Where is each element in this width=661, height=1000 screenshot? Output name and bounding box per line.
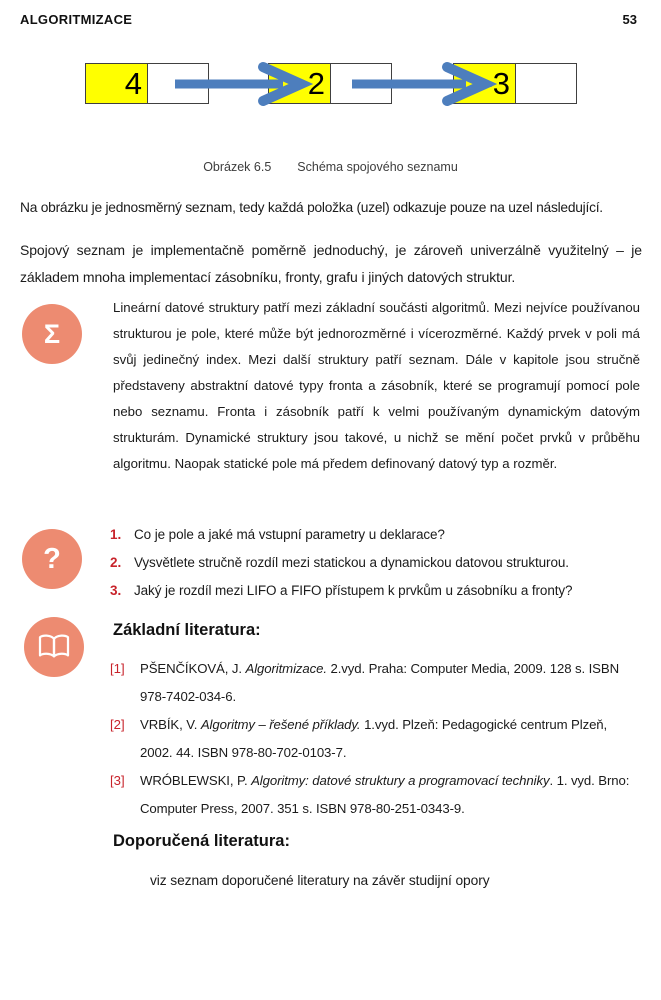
- questions-icon: [22, 529, 82, 589]
- reference-text: WRÓBLEWSKI, P. Algoritmy: datové struktury a programovací techniky. 1. vyd. Brno: Computer Press, 2007. 351 s. ISBN 978-80-251-0343-9.: [140, 773, 630, 816]
- reference-number: [2]: [110, 717, 125, 732]
- literature-book-icon: [24, 617, 84, 677]
- reference-list: [110, 655, 642, 823]
- document-title: ALGORITMIZACE: [20, 12, 133, 27]
- recommended-literature-note: viz seznam doporučené literatury na závěr studijní opory: [150, 873, 490, 888]
- open-book-icon: [37, 633, 71, 661]
- node-value-cell: 4: [85, 63, 147, 104]
- figure-caption-text: Schéma spojového seznamu: [297, 160, 458, 174]
- paragraph-2: Spojový seznam je implementačně poměrně jednoduchý, je zároveň univerzálně využitelný – je základem mnoha implementací zásobníku, fronty, grafu i jiných datových struktur.: [20, 242, 642, 285]
- reference-item: [110, 655, 642, 711]
- summary-sigma-icon: [22, 304, 82, 364]
- node-value-cell: -3: [453, 63, 515, 104]
- question-number: 3.: [110, 583, 122, 598]
- arrow-icon: [0, 63, 661, 108]
- reference-number: [3]: [110, 773, 125, 788]
- reference-text: VRBÍK, V. Algoritmy – řešené příklady. 1.vyd. Plzeň: Pedagogické centrum Plzeň, 2002. 44. ISBN 978-80-702-0103-7.: [140, 717, 608, 760]
- page-number: 53: [622, 12, 637, 27]
- question-list: [110, 521, 650, 605]
- recommended-literature-heading: Doporučená literatura:: [113, 832, 290, 850]
- basic-literature-heading: Základní literatura:: [113, 621, 261, 639]
- question-item: [110, 577, 650, 605]
- question-item: [110, 549, 650, 577]
- question-number: 2.: [110, 555, 122, 570]
- question-number: 1.: [110, 527, 122, 542]
- reference-text: PŠENČÍKOVÁ, J. Algoritmizace. 2.vyd. Praha: Computer Media, 2009. 128 s. ISBN 978-7402-034-6.: [140, 661, 619, 704]
- paragraph-1: Na obrázku je jednosměrný seznam, tedy každá položka (uzel) odkazuje pouze na uzel následující.: [20, 200, 603, 215]
- question-glyph: ?: [43, 542, 61, 575]
- reference-item: [110, 767, 642, 823]
- question-item: [110, 521, 650, 549]
- node-value-cell: 2: [268, 63, 330, 104]
- reference-number: [1]: [110, 661, 125, 676]
- figure-label: Obrázek 6.5: [203, 160, 272, 174]
- question-text: Jaký je rozdíl mezi LIFO a FIFO přístupem k prvkům u zásobníku a fronty?: [134, 583, 573, 598]
- question-text: Vysvětlete stručně rozdíl mezi statickou a dynamickou datovou strukturou.: [134, 555, 569, 570]
- sigma-glyph: Σ: [43, 318, 61, 349]
- summary-text: Lineární datové struktury patří mezi základní součásti algoritmů. Mezi nejvíce používanou strukturou je pole, které může být jednorozměrné i vícerozměrné. Každý prvek v poli má svůj jedinečný index. Mezi další struktury patří seznam. Dále v kapitole jsou stručně představeny abstraktní datové typy fronta a zásobník, které se programují pomocí pole nebo seznamu. Fronta i zásobník patří k velmi používaným dynamickým datovým strukturám. Dynamické struktury jsou takové, u nichž se mění počet prvků v průběhu algoritmu. Naopak statické pole má předem definovaný datový typ a rozměr.: [113, 300, 640, 471]
- figure-caption: [0, 160, 661, 174]
- question-text: Co je pole a jaké má vstupní parametry u deklarace?: [134, 527, 445, 542]
- linked-list-diagram: [0, 63, 661, 108]
- reference-item: [110, 711, 642, 767]
